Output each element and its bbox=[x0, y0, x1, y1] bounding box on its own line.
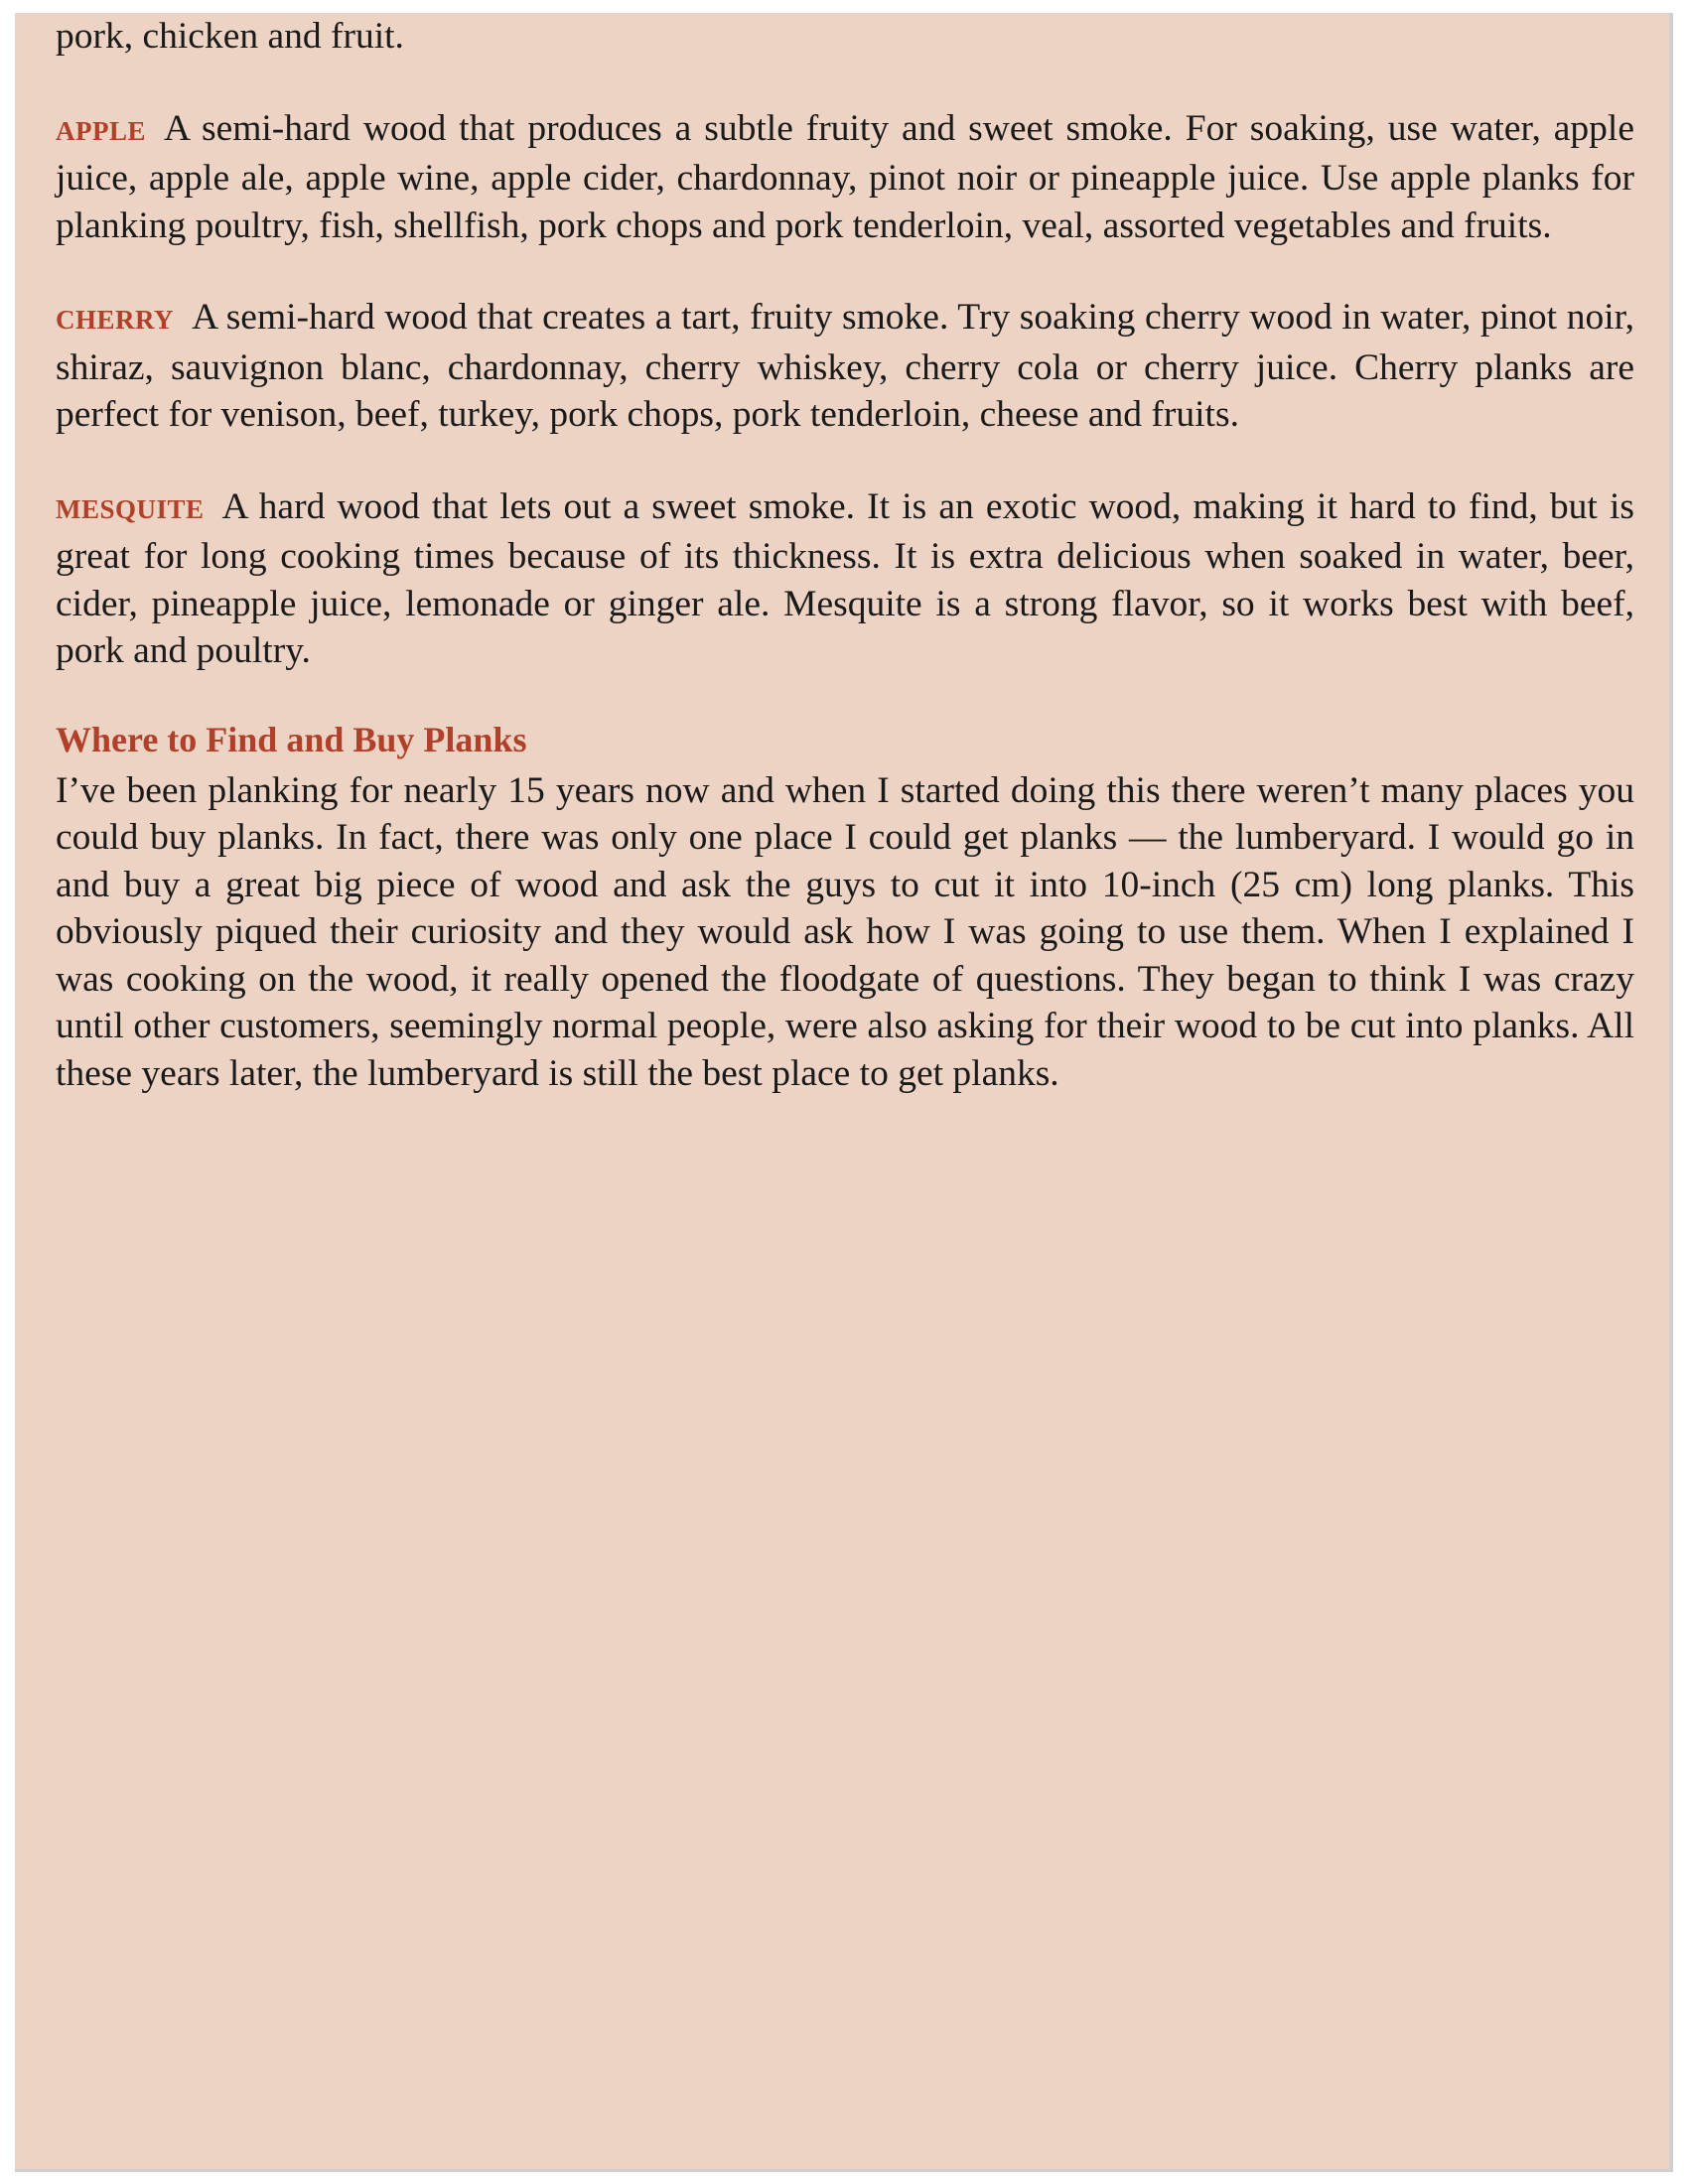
cherry-term: CHERRY bbox=[56, 305, 175, 335]
mesquite-term: MESQUITE bbox=[56, 493, 205, 524]
mesquite-description: A hard wood that lets out a sweet smoke. It is an exotic wood, making it hard to find, but is great for long cooking times because of its thickness. It is extra delicious when soaked in water, beer, cider, pineapple juice, lemonade or ginger ale. Mesquite is a strong flavor, so it works best with beef, pork and poultry. bbox=[56, 485, 1634, 671]
page-content bbox=[56, 13, 1634, 1097]
mesquite-entry bbox=[56, 483, 1634, 675]
intro-tail-paragraph: pork, chicken and fruit. bbox=[56, 16, 404, 57]
cherry-entry bbox=[56, 294, 1634, 439]
section-heading: Where to Find and Buy Planks bbox=[56, 719, 527, 759]
cherry-description: A semi-hard wood that creates a tart, fruity smoke. Try soaking cherry wood in water, pinot noir, shiraz, sauvignon blanc, chardonnay, cherry whiskey, cherry cola or cherry juice. Cherry planks are perfect for venison, beef, turkey, pork chops, pork tenderloin, cheese and fruits. bbox=[56, 297, 1634, 435]
apple-term: APPLE bbox=[56, 115, 147, 146]
apple-description: A semi-hard wood that produces a subtle fruity and sweet smoke. For soaking, use water, apple juice, apple ale, apple wine, apple cider, chardonnay, pinot noir or pineapple juice. Use apple planks for planking poultry, fish, shellfish, pork chops and pork tenderloin, veal, assorted vegetables and fruits. bbox=[56, 107, 1634, 246]
page-panel bbox=[15, 13, 1673, 2172]
apple-entry bbox=[56, 105, 1634, 250]
section-body: I’ve been planking for nearly 15 years now and when I started doing this there weren’t many places you could buy planks. In fact, there was only one place I could get planks — the lumberyard. I would go in and buy a great big piece of wood and ask the guys to cut it into 10-inch (25 cm) long planks. This obviously piqued their curiosity and they would ask how I was going to use them. When I explained I was cooking on the wood, it really opened the floodgate of questions. They began to think I was crazy until other customers, seemingly normal people, were also asking for their wood to be cut into planks. All these years later, the lumberyard is still the best place to get planks. bbox=[56, 769, 1634, 1094]
